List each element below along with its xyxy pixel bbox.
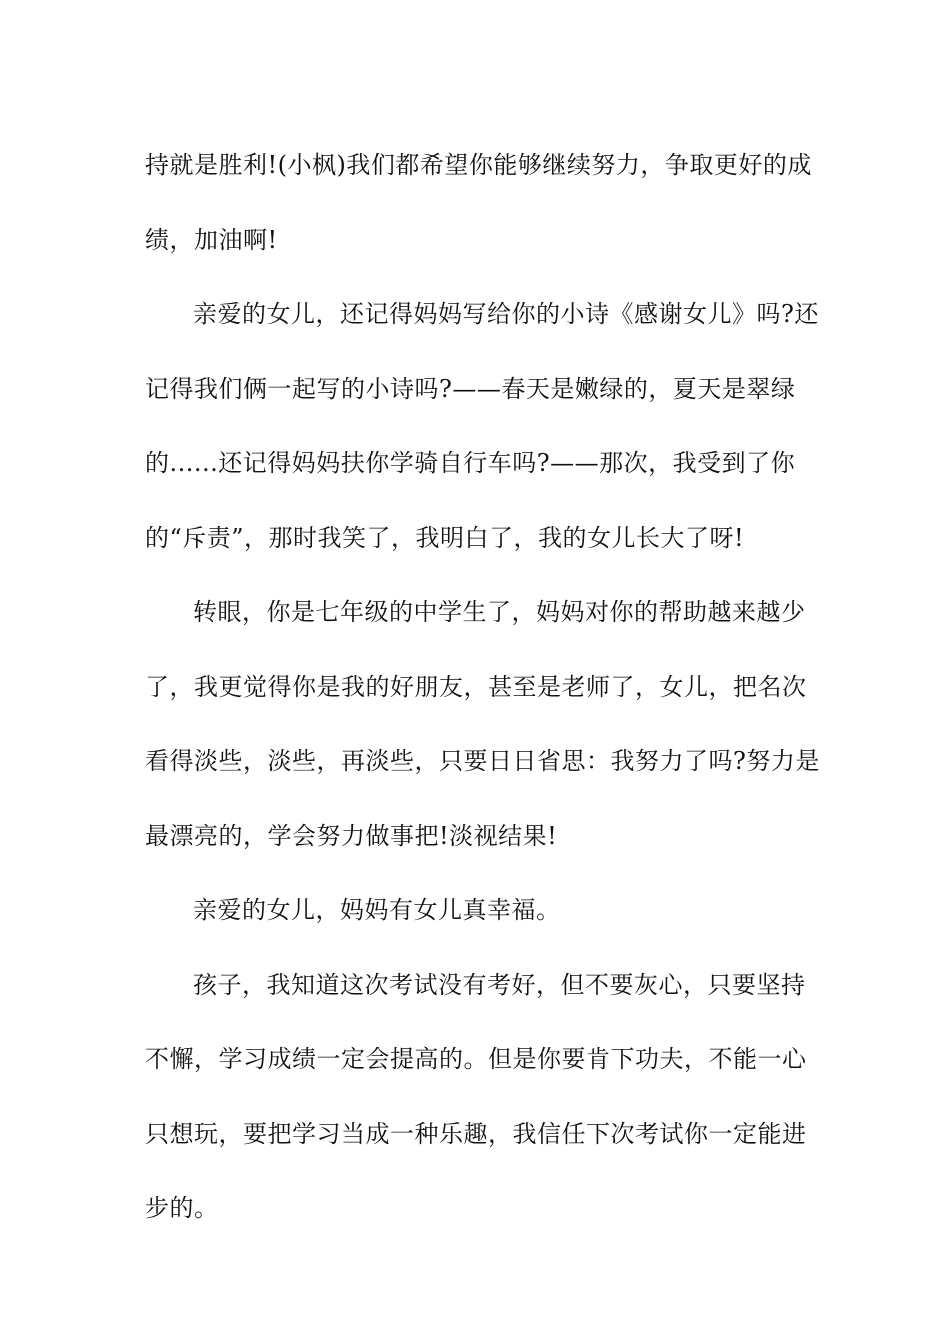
paragraph-start-line: 孩子，我知道这次考试没有考好，但不要灰心，只要坚持 (193, 970, 806, 999)
paragraph-start-line: 转眼，你是七年级的中学生了，妈妈对你的帮助越来越少 (193, 598, 806, 626)
text-line: 最漂亮的，学会努力做事把!淡视结果! (145, 821, 558, 850)
text-line: 持就是胜利!(小枫)我们都希望你能够继续努力，争取更好的成 (145, 151, 812, 179)
text-line: 记得我们俩一起写的小诗吗?——春天是嫩绿的，夏天是翠绿 (145, 374, 796, 403)
text-line: 绩，加油啊! (145, 225, 278, 254)
paragraph-start-line: 亲爱的女儿，还记得妈妈写给你的小诗《感谢女儿》吗?还 (193, 300, 819, 328)
text-line: 了，我更觉得你是我的好朋友，甚至是老师了，女儿，把名次 (145, 672, 807, 701)
text-line: 的“斥责”，那时我笑了，我明白了，我的女儿长大了呀! (145, 523, 745, 552)
text-line: 步的。 (145, 1194, 219, 1222)
text-line: 的......还记得妈妈扶你学骑自行车吗?——那次，我受到了你 (145, 449, 796, 477)
text-line: 只想玩，要把学习当成一种乐趣，我信任下次考试你一定能进 (145, 1119, 807, 1148)
text-line: 不懈，学习成绩一定会提高的。但是你要肯下功夫，不能一心 (145, 1045, 807, 1073)
paragraph-start-line: 亲爱的女儿，妈妈有女儿真幸福。 (193, 896, 561, 924)
text-line: 看得淡些，淡些，再淡些，只要日日省思：我努力了吗?努力是 (145, 747, 820, 775)
letter-body (145, 128, 820, 1246)
